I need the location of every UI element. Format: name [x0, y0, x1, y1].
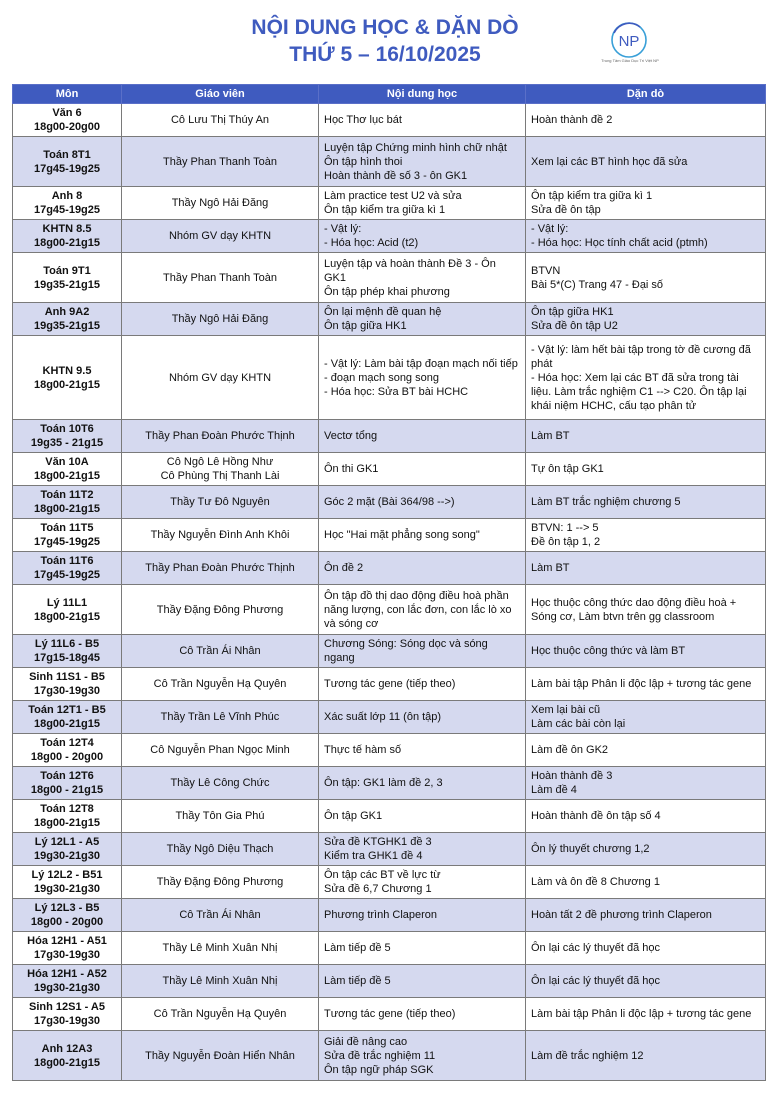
content-cell [319, 635, 526, 668]
homework-cell-line: Tự ôn tập GK1 [531, 463, 604, 475]
content-cell [319, 253, 526, 303]
teacher-cell [122, 187, 319, 220]
page-title: NỘI DUNG HỌC & DẶN DÒ [251, 16, 519, 39]
content-cell-line: Làm tiếp đề 5 [324, 975, 391, 987]
homework-cell [526, 635, 766, 668]
subject-cell [13, 932, 122, 965]
homework-cell [526, 585, 766, 635]
homework-cell [526, 998, 766, 1031]
teacher-cell [122, 453, 319, 486]
teacher-cell-line: Cô Phùng Thị Thanh Lài [160, 470, 280, 482]
table-row [13, 734, 766, 767]
subject-cell-line: 17g45-19g25 [33, 536, 101, 548]
subject-cell-line: 17g30-19g30 [33, 949, 101, 961]
table-row [13, 701, 766, 734]
subject-cell-line: Toán 12T4 [40, 737, 94, 749]
subject-cell-line: 17g30-19g30 [33, 685, 101, 697]
homework-cell-line: Làm bài tập Phân li độc lập + tương tác gene [531, 1008, 752, 1020]
content-cell-line: Thực tế hàm số [324, 744, 402, 756]
homework-cell [526, 1031, 766, 1081]
subject-cell-line: 19g35 - 21g15 [30, 437, 104, 449]
teacher-cell-line: Cô Lưu Thị Thúy An [170, 114, 270, 126]
content-cell [319, 965, 526, 998]
subject-cell-line: Toán 11T6 [40, 555, 94, 567]
homework-cell [526, 552, 766, 585]
subject-cell-line: 17g45-19g25 [33, 204, 101, 216]
table-row [13, 137, 766, 187]
subject-cell [13, 635, 122, 668]
content-cell-line: - Vật lý: Làm bài tập đoạn mạch nối tiếp - đoạn mạch song song [324, 357, 521, 384]
homework-cell-line: Bài 5*(C) Trang 47 - Đại số [531, 278, 664, 291]
subject-cell-line: 18g00-20g00 [33, 121, 101, 133]
homework-cell-line: Làm đề 4 [531, 784, 577, 796]
content-cell [319, 336, 526, 420]
homework-cell-line: Ôn lý thuyết chương 1,2 [531, 843, 650, 855]
content-cell-line: Hoàn thành đề số 3 - ôn GK1 [324, 169, 468, 182]
table-row [13, 767, 766, 800]
homework-cell [526, 767, 766, 800]
subject-cell-line: 18g00-21g15 [33, 1056, 101, 1069]
content-cell-line: Vectơ tổng [324, 430, 378, 442]
content-cell-line: Sửa đề trắc nghiệm 11 [324, 1049, 436, 1062]
homework-cell-line: Ôn lại các lý thuyết đã học [531, 942, 661, 954]
content-cell-line: Xác suất lớp 11 (ôn tập) [324, 711, 442, 723]
content-cell [319, 866, 526, 899]
subject-cell-line: Toán 10T6 [40, 423, 94, 435]
subject-cell [13, 104, 122, 137]
teacher-cell-line: Thầy Ngô Hải Đăng [171, 197, 269, 209]
teacher-cell-line: Thầy Phan Đoàn Phước Thịnh [145, 562, 295, 574]
subject-cell [13, 220, 122, 253]
homework-cell [526, 137, 766, 187]
teacher-cell-line: Thầy Lê Công Chức [170, 777, 270, 789]
content-cell [319, 519, 526, 552]
teacher-cell [122, 336, 319, 420]
table-row [13, 453, 766, 486]
teacher-cell-line: Thầy Nguyễn Đoàn Hiển Nhân [145, 1049, 295, 1062]
teacher-cell [122, 965, 319, 998]
logo-text: NP [618, 33, 640, 50]
subject-cell-line: 19g30-21g30 [33, 850, 101, 862]
homework-cell-line: Sửa đề ôn tập [531, 204, 601, 216]
teacher-cell-line: Thầy Đặng Đông Phương [156, 876, 284, 888]
content-cell-line: Ôn tập hình thoi [324, 155, 403, 168]
subject-cell-line: 19g35-21g15 [33, 320, 101, 332]
homework-cell-line: Làm đề trắc nghiệm 12 [531, 1049, 644, 1062]
subject-cell-line: 17g45-19g25 [33, 162, 101, 175]
page-header [0, 0, 770, 84]
content-cell [319, 137, 526, 187]
subject-cell-line: Sinh 11S1 - B5 [29, 671, 105, 683]
homework-cell [526, 965, 766, 998]
content-cell [319, 552, 526, 585]
content-cell [319, 899, 526, 932]
teacher-cell-line: Cô Trần Ái Nhân [179, 909, 261, 921]
table-row [13, 486, 766, 519]
subject-cell-line: Văn 10A [45, 456, 89, 468]
table-row [13, 336, 766, 420]
content-cell-line: Góc 2 mặt (Bài 364/98 -->) [324, 496, 455, 508]
teacher-cell [122, 998, 319, 1031]
subject-cell-line: 18g00-21g15 [33, 817, 101, 829]
table-row [13, 303, 766, 336]
table-row [13, 998, 766, 1031]
teacher-cell-line: Thầy Tôn Gia Phú [175, 810, 265, 822]
table-row [13, 552, 766, 585]
table-row [13, 253, 766, 303]
homework-cell [526, 336, 766, 420]
content-cell-line: Ôn thi GK1 [324, 463, 379, 475]
subject-cell [13, 998, 122, 1031]
subject-cell-line: 18g00-21g15 [33, 237, 101, 249]
subject-cell-line: Toán 12T6 [40, 770, 94, 782]
homework-cell-line: Làm BT [531, 562, 570, 574]
homework-cell-line: Làm và ôn đề 8 Chương 1 [531, 876, 660, 888]
content-cell [319, 932, 526, 965]
table-row [13, 965, 766, 998]
teacher-cell-line: Nhóm GV dạy KHTN [168, 371, 272, 384]
teacher-cell-line: Thầy Phan Thanh Toàn [163, 271, 277, 284]
column-header-content: Nội dung học [319, 85, 526, 104]
teacher-cell-line: Thầy Ngô Diệu Thạch [166, 843, 274, 855]
teacher-cell-line: Thầy Đặng Đông Phương [156, 603, 284, 616]
teacher-cell [122, 253, 319, 303]
homework-cell-line: - Hóa học: Xem lại các BT đã sửa trong tài liệu. Làm trắc nghiệm C1 --> C20. Ôn tập lại khái niệm HCHC, cấu tạo phân tử [531, 371, 750, 412]
content-cell [319, 1031, 526, 1081]
content-cell-line: Ôn tập đồ thị dao động điều hoà phần năng lượng, con lắc đơn, con lắc lò xo và sóng cơ [324, 589, 515, 630]
content-cell-line: Ôn đề 2 [324, 562, 364, 574]
homework-cell-line: Hoàn thành đề 3 [531, 770, 613, 782]
table-row [13, 585, 766, 635]
homework-cell-line: Sửa đề ôn tập U2 [531, 320, 618, 332]
subject-cell-line: 18g00 - 20g00 [30, 751, 104, 763]
subject-cell-line: 17g45-19g25 [33, 569, 101, 581]
content-cell [319, 800, 526, 833]
subject-cell-line: 17g15-18g45 [33, 652, 101, 664]
subject-cell [13, 137, 122, 187]
subject-cell [13, 453, 122, 486]
content-cell [319, 585, 526, 635]
subject-cell [13, 336, 122, 420]
subject-cell-line: Toán 12T1 - B5 [28, 704, 106, 716]
homework-cell-line: Ôn tập giữa HK1 [531, 306, 614, 318]
schedule-table [12, 84, 766, 1081]
table-row [13, 104, 766, 137]
teacher-cell [122, 486, 319, 519]
homework-cell-line: Ôn lại các lý thuyết đã học [531, 975, 661, 987]
table-row [13, 668, 766, 701]
homework-cell [526, 866, 766, 899]
homework-cell-line: - Vật lý: làm hết bài tập trong tờ đề cương đã phát [531, 343, 754, 370]
teacher-cell-line: Cô Nguyễn Phan Ngọc Minh [150, 744, 290, 756]
homework-cell-line: Ôn tập kiểm tra giữa kì 1 [531, 190, 653, 202]
teacher-cell [122, 585, 319, 635]
subject-cell [13, 585, 122, 635]
teacher-cell-line: Thầy Phan Thanh Toàn [163, 155, 277, 168]
homework-cell [526, 932, 766, 965]
subject-cell [13, 833, 122, 866]
content-cell-line: Tương tác gene (tiếp theo) [324, 1008, 456, 1020]
content-cell [319, 420, 526, 453]
table-row [13, 932, 766, 965]
homework-cell [526, 420, 766, 453]
content-cell-line: Giải đề nâng cao [324, 1035, 408, 1048]
teacher-cell [122, 899, 319, 932]
homework-cell [526, 668, 766, 701]
homework-cell [526, 899, 766, 932]
table-row [13, 800, 766, 833]
content-cell [319, 998, 526, 1031]
subject-cell-line: 19g35-21g15 [33, 278, 101, 291]
teacher-cell [122, 668, 319, 701]
teacher-cell-line: Thầy Ngô Hải Đăng [171, 313, 269, 325]
teacher-cell [122, 800, 319, 833]
content-cell [319, 668, 526, 701]
table-row [13, 187, 766, 220]
content-cell-line: - Vật lý: [324, 223, 362, 235]
content-cell-line: - Hóa học: Acid (t2) [324, 237, 419, 249]
table-row [13, 899, 766, 932]
subject-cell [13, 253, 122, 303]
homework-cell [526, 220, 766, 253]
homework-cell-line: Làm các bài còn lại [531, 718, 626, 730]
homework-cell-line: - Vật lý: [531, 223, 569, 235]
content-cell-line: Làm tiếp đề 5 [324, 942, 391, 954]
column-header-teacher: Giáo viên [122, 85, 319, 104]
teacher-cell [122, 519, 319, 552]
table-header-row [13, 85, 766, 104]
subject-cell-line: Lý 11L1 [46, 596, 88, 609]
subject-cell-line: 18g00-21g15 [33, 470, 101, 482]
subject-cell [13, 701, 122, 734]
subject-cell-line: Lý 12L2 - B51 [31, 869, 103, 881]
homework-cell [526, 519, 766, 552]
subject-cell [13, 800, 122, 833]
content-cell [319, 453, 526, 486]
teacher-cell-line: Thầy Lê Minh Xuân Nhị [162, 942, 278, 954]
content-cell-line: Học Thơ lục bát [324, 114, 402, 126]
table-row [13, 866, 766, 899]
subject-cell [13, 965, 122, 998]
teacher-cell-line: Thầy Tư Đô Nguyên [170, 496, 270, 508]
homework-cell-line: Làm BT trắc nghiệm chương 5 [531, 496, 681, 508]
teacher-cell [122, 220, 319, 253]
homework-cell-line: BTVN [531, 264, 561, 277]
homework-cell [526, 800, 766, 833]
content-cell-line: Ôn lại mệnh đề quan hệ [324, 306, 442, 318]
column-header-subject: Môn [13, 85, 122, 104]
homework-cell-line: Đề ôn tập 1, 2 [531, 536, 601, 548]
content-cell-line: Luyện tập Chứng minh hình chữ nhật [324, 141, 507, 154]
teacher-cell [122, 635, 319, 668]
content-cell-line: Chương Sóng: Sóng dọc và sóng ngang [324, 638, 491, 664]
subject-cell [13, 420, 122, 453]
teacher-cell [122, 767, 319, 800]
subject-cell-line: 19g30-21g30 [33, 883, 101, 895]
subject-cell [13, 668, 122, 701]
homework-cell [526, 303, 766, 336]
content-cell [319, 734, 526, 767]
content-cell-line: - Hóa học: Sửa BT bài HCHC [324, 385, 469, 398]
homework-cell [526, 187, 766, 220]
homework-cell [526, 486, 766, 519]
content-cell [319, 486, 526, 519]
subject-cell-line: Lý 12L3 - B5 [34, 902, 100, 914]
subject-cell-line: 18g00-21g15 [33, 503, 101, 515]
teacher-cell-line: Thầy Lê Minh Xuân Nhị [162, 975, 278, 987]
content-cell-line: Học "Hai mặt phẳng song song" [324, 529, 480, 541]
content-cell-line: Sửa đề 6,7 Chương 1 [324, 883, 432, 895]
subject-cell-line: Anh 12A3 [41, 1042, 93, 1055]
subject-cell-line: 18g00 - 21g15 [30, 784, 104, 796]
homework-cell-line: Hoàn tất 2 đề phương trình Claperon [531, 909, 712, 921]
homework-cell-line: Làm đề ôn GK2 [531, 744, 609, 756]
logo-tagline: Trung Tâm Giáo Dục Trí Việt NP [601, 58, 659, 63]
teacher-cell [122, 137, 319, 187]
teacher-cell-line: Thầy Trần Lê Vĩnh Phúc [160, 711, 280, 723]
content-cell-line: Ôn tập các BT về lực từ [324, 869, 441, 881]
content-cell-line: Ôn tập: GK1 làm đề 2, 3 [324, 777, 443, 789]
teacher-cell [122, 1031, 319, 1081]
subject-cell-line: Toán 11T2 [40, 489, 94, 501]
homework-cell [526, 253, 766, 303]
subject-cell [13, 899, 122, 932]
homework-cell [526, 833, 766, 866]
subject-cell-line: Sinh 12S1 - A5 [28, 1001, 105, 1013]
subject-cell [13, 519, 122, 552]
subject-cell-line: Anh 9A2 [44, 306, 90, 318]
subject-cell-line: KHTN 9.5 [42, 364, 92, 377]
subject-cell-line: 18g00-21g15 [33, 378, 101, 391]
subject-cell-line: Toán 9T1 [43, 264, 91, 277]
teacher-cell-line: Cô Trần Nguyễn Hạ Quyên [153, 1008, 287, 1020]
content-cell-line: Làm practice test U2 và sửa [324, 190, 462, 202]
content-cell-line: Luyện tập và hoàn thành Đề 3 - Ôn GK1 [324, 257, 499, 284]
content-cell [319, 701, 526, 734]
table-row [13, 220, 766, 253]
teacher-cell [122, 866, 319, 899]
subject-cell-line: Lý 11L6 - B5 [34, 638, 100, 650]
teacher-cell [122, 701, 319, 734]
column-header-homework: Dặn dò [526, 85, 766, 104]
table-row [13, 1031, 766, 1081]
teacher-cell [122, 932, 319, 965]
content-cell-line: Ôn tập ngữ pháp SGK [324, 1063, 434, 1076]
subject-cell [13, 552, 122, 585]
subject-cell [13, 866, 122, 899]
homework-cell-line: Hoàn thành đề 2 [531, 114, 613, 126]
content-cell-line: Kiểm tra GHK1 đề 4 [324, 850, 423, 862]
subject-cell-line: Toán 8T1 [43, 148, 91, 161]
teacher-cell-line: Cô Ngô Lê Hồng Như [166, 456, 274, 468]
subject-cell-line: KHTN 8.5 [42, 223, 92, 235]
subject-cell [13, 486, 122, 519]
subject-cell-line: Toán 11T5 [40, 522, 94, 534]
homework-cell-line: Học thuộc công thức và làm BT [531, 645, 686, 657]
teacher-cell [122, 104, 319, 137]
subject-cell-line: 18g00-21g15 [33, 718, 101, 730]
subject-cell-line: Anh 8 [51, 190, 83, 202]
homework-cell [526, 104, 766, 137]
content-cell [319, 187, 526, 220]
teacher-cell-line: Cô Trần Nguyễn Hạ Quyên [153, 678, 287, 690]
homework-cell-line: BTVN: 1 --> 5 [531, 522, 599, 534]
homework-cell [526, 701, 766, 734]
table-row [13, 833, 766, 866]
homework-cell-line: Làm bài tập Phân li độc lập + tương tác gene [531, 678, 752, 690]
teacher-cell [122, 833, 319, 866]
content-cell-line: Ôn tập kiểm tra giữa kì 1 [324, 204, 446, 216]
content-cell-line: Ôn tập giữa HK1 [324, 320, 407, 332]
content-cell-line: Ôn tập GK1 [324, 810, 383, 822]
content-cell-line: Ôn tập phép khai phương [324, 285, 450, 298]
page-date: THỨ 5 – 16/10/2025 [289, 43, 481, 66]
content-cell [319, 104, 526, 137]
teacher-cell-line: Thầy Nguyễn Đình Anh Khôi [150, 529, 290, 541]
teacher-cell-line: Nhóm GV dạy KHTN [168, 230, 272, 242]
content-cell-line: Tương tác gene (tiếp theo) [324, 678, 456, 690]
subject-cell [13, 734, 122, 767]
table-row [13, 420, 766, 453]
table-row [13, 519, 766, 552]
teacher-cell [122, 552, 319, 585]
subject-cell-line: 18g00 - 20g00 [30, 916, 104, 928]
subject-cell-line: Lý 12L1 - A5 [34, 836, 100, 848]
subject-cell-line: Hóa 12H1 - A52 [27, 968, 107, 980]
teacher-cell [122, 303, 319, 336]
subject-cell-line: Văn 6 [52, 107, 82, 119]
subject-cell [13, 767, 122, 800]
homework-cell-line: Làm BT [531, 430, 570, 442]
subject-cell-line: 19g30-21g30 [33, 982, 101, 994]
homework-cell [526, 453, 766, 486]
content-cell [319, 833, 526, 866]
content-cell-line: Phương trình Claperon [324, 909, 438, 921]
teacher-cell [122, 420, 319, 453]
homework-cell-line: Xem lại bài cũ [531, 704, 601, 716]
subject-cell-line: 17g30-19g30 [33, 1015, 101, 1027]
content-cell [319, 767, 526, 800]
content-cell [319, 220, 526, 253]
subject-cell-line: Toán 12T8 [40, 803, 94, 815]
content-cell [319, 303, 526, 336]
subject-cell-line: 18g00-21g15 [33, 610, 101, 623]
teacher-cell [122, 734, 319, 767]
subject-cell [13, 187, 122, 220]
subject-cell [13, 1031, 122, 1081]
subject-cell-line: Hóa 12H1 - A51 [27, 935, 107, 947]
homework-cell-line: Học thuộc công thức dao động điều hoà + Sóng cơ, Làm btvn trên gg classroom [531, 596, 740, 623]
homework-cell-line: - Hóa học: Học tính chất acid (ptmh) [531, 237, 708, 249]
homework-cell-line: Hoàn thành đề ôn tập số 4 [531, 810, 661, 822]
teacher-cell-line: Thầy Phan Đoàn Phước Thịnh [145, 430, 295, 442]
homework-cell [526, 734, 766, 767]
teacher-cell-line: Cô Trần Ái Nhân [179, 645, 261, 657]
content-cell-line: Sửa đề KTGHK1 đề 3 [324, 836, 432, 848]
homework-cell-line: Xem lại các BT hình học đã sửa [531, 155, 688, 168]
subject-cell [13, 303, 122, 336]
table-row [13, 635, 766, 668]
